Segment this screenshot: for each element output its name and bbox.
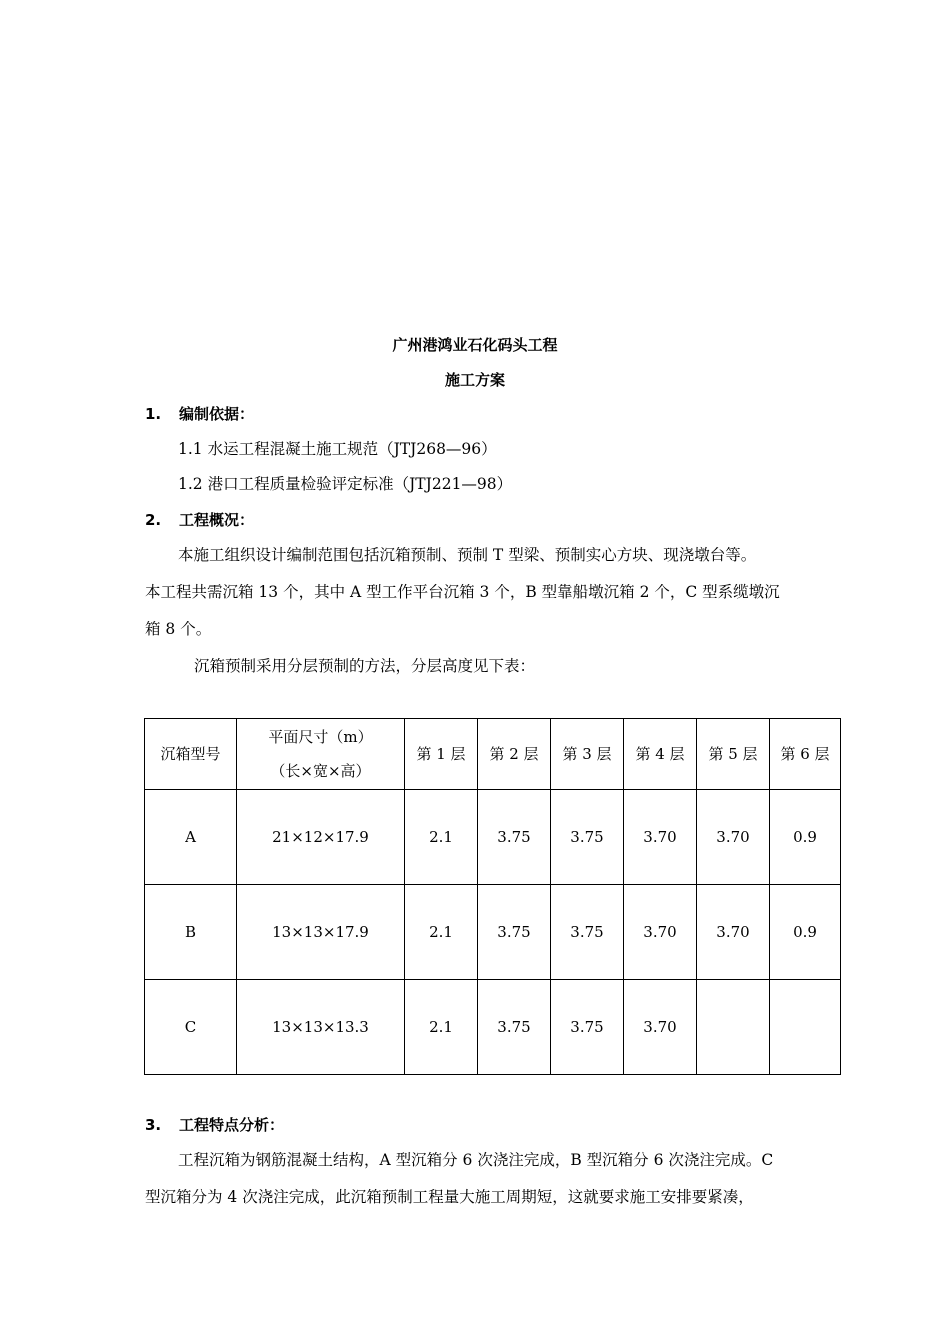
cell-layer-3: 3.75	[551, 980, 624, 1075]
table-header-row	[145, 719, 841, 790]
header-layer-6: 第 6 层	[770, 719, 841, 790]
header-layer-3: 第 3 层	[551, 719, 624, 790]
section-2-paragraph-line-3: 箱 8 个。	[145, 620, 212, 638]
cell-layer-5: 3.70	[697, 790, 770, 885]
cell-layer-4: 3.70	[624, 980, 697, 1075]
cell-layer-1: 2.1	[405, 885, 478, 980]
section-1-number: 1.	[145, 405, 162, 423]
cell-layer-2: 3.75	[478, 980, 551, 1075]
table-row	[145, 980, 841, 1075]
document-title: 广州港鸿业石化码头工程	[392, 336, 558, 354]
cell-layer-6: 0.9	[770, 885, 841, 980]
cell-type: B	[145, 885, 237, 980]
cell-layer-2: 3.75	[478, 790, 551, 885]
cell-layer-5: 3.70	[697, 885, 770, 980]
header-layer-5: 第 5 层	[697, 719, 770, 790]
header-dimensions-line-1: 平面尺寸（m）	[268, 728, 373, 746]
section-2-heading	[145, 510, 254, 530]
section-3-paragraph-line-2: 型沉箱分为 4 次浇注完成，此沉箱预制工程量大施工周期短，这就要求施工安排要紧凑，	[145, 1188, 754, 1206]
cell-layer-1: 2.1	[405, 790, 478, 885]
header-layer-1: 第 1 层	[405, 719, 478, 790]
cell-layer-4: 3.70	[624, 790, 697, 885]
section-3-number: 3.	[145, 1116, 162, 1134]
document-subtitle: 施工方案	[444, 371, 505, 389]
section-2-number: 2.	[145, 511, 162, 529]
table-row	[145, 885, 841, 980]
cell-layer-5	[697, 980, 770, 1075]
section-2-paragraph-line-2: 本工程共需沉箱 13 个，其中 A 型工作平台沉箱 3 个，B 型靠船墩沉箱 2 个，C 型系缆墩沉	[145, 583, 780, 601]
section-3-paragraph-line-1: 工程沉箱为钢筋混凝土结构，A 型沉箱分 6 次浇注完成，B 型沉箱分 6 次浇注完成。C	[178, 1151, 774, 1169]
section-1-title: 编制依据：	[179, 405, 255, 423]
table-intro: 沉箱预制采用分层预制的方法，分层高度见下表：	[194, 657, 536, 675]
header-dimensions-line-2: （长×宽×高）	[270, 762, 371, 780]
cell-dimensions: 21×12×17.9	[237, 790, 405, 885]
table-row	[145, 790, 841, 885]
cell-layer-1: 2.1	[405, 980, 478, 1075]
caisson-layer-table	[144, 718, 841, 1075]
cell-layer-6	[770, 980, 841, 1075]
section-1-item-1: 1.1 水运工程混凝土施工规范（JTJ268—96）	[178, 440, 497, 458]
cell-type: C	[145, 980, 237, 1075]
cell-layer-3: 3.75	[551, 790, 624, 885]
header-type: 沉箱型号	[145, 719, 237, 790]
section-2-title: 工程概况：	[179, 511, 255, 529]
section-2-paragraph-line-1: 本施工组织设计编制范围包括沉箱预制、预制 T 型梁、预制实心方块、现浇墩台等。	[178, 546, 757, 564]
cell-layer-4: 3.70	[624, 885, 697, 980]
section-1-heading	[145, 404, 254, 424]
cell-type: A	[145, 790, 237, 885]
cell-layer-3: 3.75	[551, 885, 624, 980]
header-layer-4: 第 4 层	[624, 719, 697, 790]
cell-layer-6: 0.9	[770, 790, 841, 885]
header-layer-2: 第 2 层	[478, 719, 551, 790]
cell-dimensions: 13×13×13.3	[237, 980, 405, 1075]
section-1-item-2: 1.2 港口工程质量检验评定标准（JTJ221—98）	[178, 475, 513, 493]
header-dimensions	[237, 719, 405, 790]
section-3-heading	[145, 1115, 284, 1135]
cell-layer-2: 3.75	[478, 885, 551, 980]
section-3-title: 工程特点分析：	[179, 1116, 285, 1134]
cell-dimensions: 13×13×17.9	[237, 885, 405, 980]
